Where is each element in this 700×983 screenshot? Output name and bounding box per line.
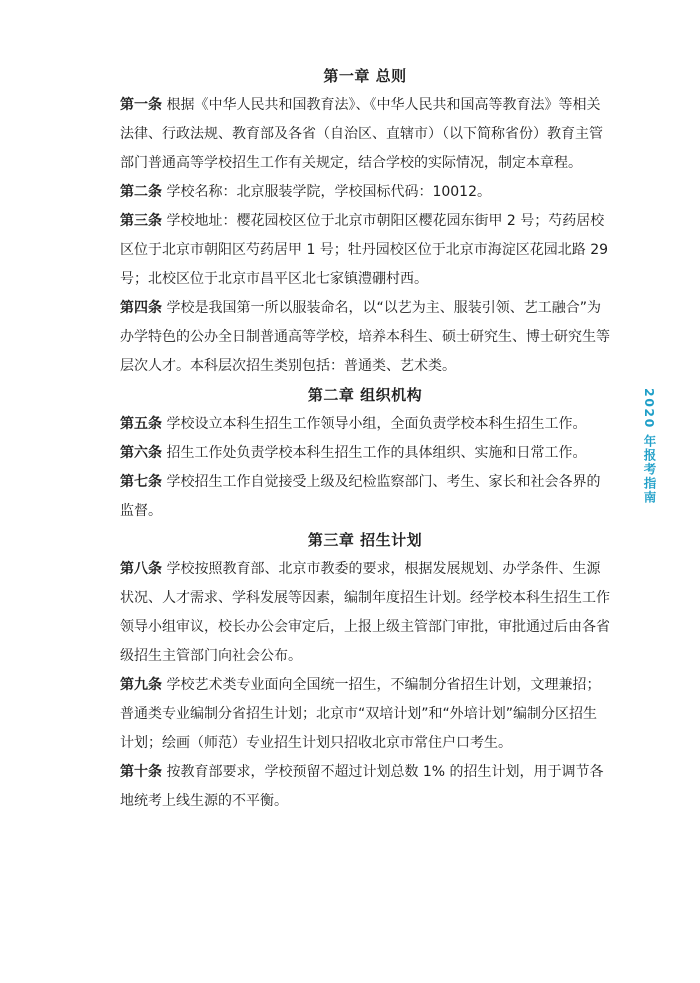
article (120, 91, 610, 178)
article-label: 第五条 (120, 416, 162, 432)
chapter-heading: 第三章 招生计划 (307, 531, 423, 549)
article (120, 671, 610, 758)
article (120, 468, 610, 526)
article-text: 招生工作处负责学校本科生招生工作的具体组织、实施和日常工作。 (162, 445, 587, 461)
article-text: 根据《中华人民共和国教育法》、《中华人民共和国高等教育法》等相关法律、行政法规、教育部及各省（自治区、直辖市）（以下简称省份）教育主管部门普通高等学校招生工作有关规定，结合学校的实际情况，制定本章程。 (120, 97, 603, 171)
side-label: 2020 年报考指南 (642, 388, 657, 505)
article-text: 学校按照教育部、北京市教委的要求，根据发展规划、办学条件、生源状况、人才需求、学科发展等因素，编制年度招生计划。经学校本科生招生工作领导小组审议，校长办公会审定后，上报上级主管部门审批，审批通过后由各省级招生主管部门向社会公布。 (120, 561, 610, 664)
article (120, 207, 610, 294)
article (120, 758, 610, 816)
article-text: 学校地址：樱花园校区位于北京市朝阳区樱花园东街甲 2 号；芍药居校区位于北京市朝阳区芍药居甲 1 号；牡丹园校区位于北京市海淀区花园北路 29 号；北校区位于北京市昌平区北七家镇澧硼村西。 (120, 213, 609, 287)
document-body (120, 62, 610, 816)
article (120, 410, 610, 439)
article-label: 第九条 (120, 677, 162, 693)
article-label: 第六条 (120, 445, 162, 461)
article-text: 学校名称：北京服装学院，学校国标代码：10012。 (162, 184, 491, 200)
article-text: 学校艺术类专业面向全国统一招生，不编制分省招生计划，文理兼招；普通类专业编制分省招生计划；北京市“双培计划”和“外培计划”编制分区招生计划；绘画（师范）专业招生计划只招收北京市常住户口考生。 (120, 677, 601, 751)
chapter-heading: 第二章 组织机构 (307, 386, 423, 404)
article-label: 第二条 (120, 184, 162, 200)
article-text: 学校设立本科生招生工作领导小组，全面负责学校本科生招生工作。 (162, 416, 587, 432)
article (120, 439, 610, 468)
article (120, 178, 610, 207)
article-label: 第七条 (120, 474, 162, 490)
article-text: 学校是我国第一所以服装命名，以“以艺为主、服装引领、艺工融合”为办学特色的公办全日制普通高等学校，培养本科生、硕士研究生、博士研究生等层次人才。本科层次招生类别包括：普通类、艺术类。 (120, 300, 610, 374)
chapter-heading: 第一章 总则 (323, 67, 407, 85)
article-label: 第三条 (120, 213, 162, 229)
article-text: 学校招生工作自觉接受上级及纪检监察部门、考生、家长和社会各界的监督。 (120, 474, 601, 519)
article (120, 555, 610, 671)
article-label: 第八条 (120, 561, 162, 577)
article-label: 第一条 (120, 97, 162, 113)
article-text: 按教育部要求，学校预留不超过计划总数 1% 的招生计划，用于调节各地统考上线生源的不平衡。 (120, 764, 604, 809)
article-label: 第十条 (120, 764, 162, 780)
article (120, 294, 610, 381)
article-label: 第四条 (120, 300, 162, 316)
